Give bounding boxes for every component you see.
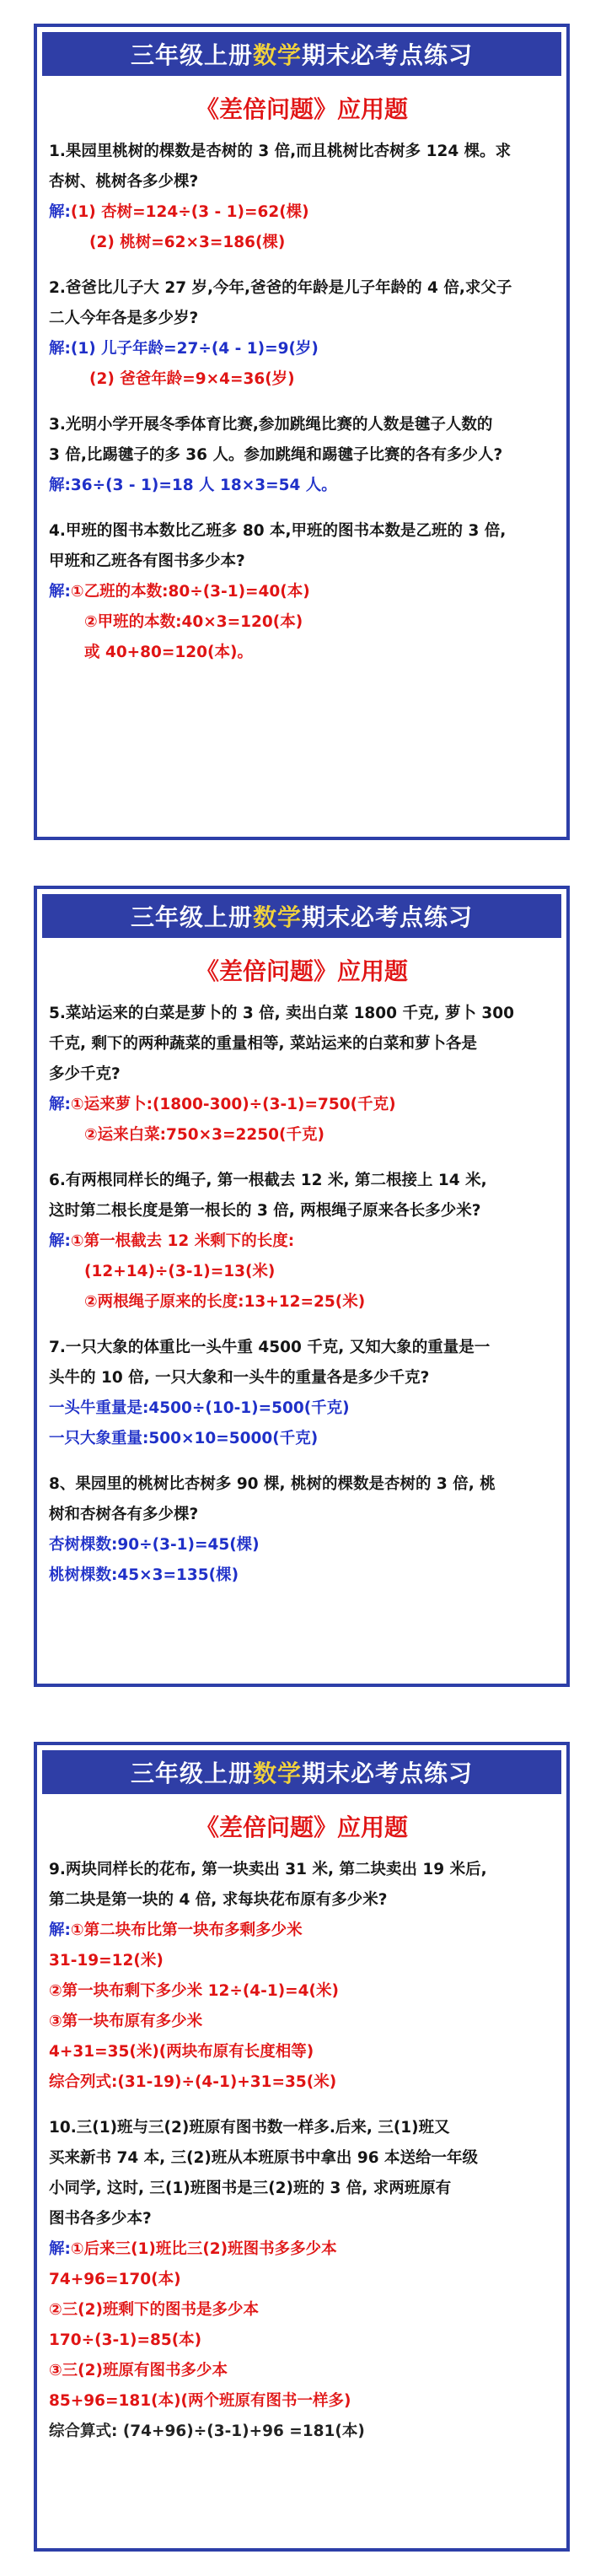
answer-line [49,1257,553,1287]
answer-line [49,1560,553,1591]
banner-grade: 三年级上册 [130,1760,253,1787]
answer-segment: 85+96=181(本)(两个班原有图书一样多) [49,2392,351,2410]
answer-segment: ①第二块布比第一块布多剩多少米 [70,1921,303,1939]
question-line: 3.光明小学开展冬季体育比赛,参加跳绳比赛的人数是毽子人数的 [49,416,493,434]
answer-segment: 解:36÷(3 - 1)=18 人 18×3=54 人。 [49,477,337,494]
question-text [49,410,553,471]
answer-segment: 桃树棵数:45×3=135(棵) [49,1566,239,1584]
banner-subject: 数学 [252,1760,302,1787]
question-line: 多少千克? [49,1065,121,1083]
question-line: 二人今年各是多少岁? [49,310,199,327]
answer-segment: (2) 爸爸年龄=9×4=36(岁) [89,370,295,388]
worksheet-subtitle: 《差倍问题》应用题 [195,957,408,985]
answer-line [49,364,553,395]
answer-segment: 或 40+80=120(本)。 [84,644,253,661]
worksheet-card-2 [34,886,570,1687]
answer-line [49,2356,553,2386]
answer-segment: (1) 杏树=124÷(3 - 1)=62(棵) [70,203,309,221]
answer-segment: ②第一块布剩下多少米 12÷(4-1)=4(米) [49,1982,339,2000]
answer-segment: ①乙班的本数:80÷(3-1)=40(本) [70,583,310,601]
question-line: 9.两块同样长的花布, 第一块卖出 31 米, 第二块卖出 19 米后, [49,1861,487,1878]
question-line: 头牛的 10 倍, 一只大象和一头牛的重量各是多少千克? [49,1369,430,1387]
questions-list [37,137,566,668]
question-line: 4.甲班的图书本数比乙班多 80 本,甲班的图书本数是乙班的 3 倍, [49,522,507,540]
answer-line [49,2417,553,2447]
question-text [49,2113,553,2234]
answer-segment: 一只大象重量:500×10=5000(千克) [49,1430,319,1447]
question-line: 6.有两根同样长的绳子, 第一根截去 12 米, 第二根接上 14 米, [49,1172,487,1189]
answer-line [49,1530,553,1560]
question-line: 2.爸爸比儿子大 27 岁,今年,爸爸的年龄是儿子年龄的 4 倍,求父子 [49,279,512,297]
answer-segment: 31-19=12(米) [49,1952,164,1970]
question-text [49,1166,553,1226]
question-text [49,273,553,334]
worksheet-card-3 [34,1742,570,2552]
answer-line [49,1287,553,1318]
answer-segment: ②甲班的本数:40×3=120(本) [84,613,303,631]
answer-line [49,2295,553,2325]
question-text [49,137,553,197]
answer-line [49,1090,553,1120]
answer-segment: ①后来三(1)班比三(2)班图书多多少本 [70,2240,337,2258]
answer-line [49,1424,553,1454]
questions-list [37,999,566,1591]
questions-list [37,1855,566,2447]
answer-line [49,2265,553,2295]
answer-segment: (2) 桃树=62×3=186(棵) [89,234,286,251]
answer-segment: (12+14)÷(3-1)=13(米) [84,1263,276,1280]
answer-segment: 解: [49,2240,71,2258]
question-line: 图书各多少本? [49,2210,152,2228]
question-line: 杏树、桃树各多少棵? [49,173,199,191]
answer-line [49,1916,553,1946]
answer-segment: 解: [49,1232,71,1250]
answer-line [49,607,553,638]
answer-segment: ③第一块布原有多少米 [49,2013,203,2030]
answer-segment: ①第一根截去 12 米剩下的长度: [70,1232,295,1250]
answer-segment: ①运来萝卜:(1800-300)÷(3-1)=750(千克) [70,1096,396,1113]
answer-line [49,2386,553,2417]
answer-line [49,197,553,228]
question-line: 5.菜站运来的白菜是萝卜的 3 倍, 卖出白菜 1800 千克, 萝卜 300 [49,1005,515,1022]
worksheet-banner [42,32,561,76]
answer-line [49,334,553,364]
answer-segment: 一头牛重量是:4500÷(10-1)=500(千克) [49,1399,350,1417]
answer-segment: ②两根绳子原来的长度:13+12=25(米) [84,1293,366,1311]
banner-title: 期末必考点练习 [302,1760,474,1787]
banner-grade: 三年级上册 [130,41,253,69]
answer-segment: ②三(2)班剩下的图书是多少本 [49,2301,259,2319]
question-line: 第二块是第一块的 4 倍, 求每块花布原有多少米? [49,1891,388,1909]
answer-line [49,2007,553,2037]
question-line: 8、果园里的桃树比杏树多 90 棵, 桃树的棵数是杏树的 3 倍, 桃 [49,1475,496,1493]
answer-segment: ②运来白菜:750×3=2250(千克) [84,1126,324,1144]
question-line: 买来新书 74 本, 三(2)班从本班原书中拿出 96 本送给一年级 [49,2149,479,2167]
question-line: 1.果园里桃树的棵数是杏树的 3 倍,而且桃树比杏树多 124 棵。求 [49,143,512,160]
answer-segment: 综合列式:(31-19)÷(4-1)+31=35(米) [49,2073,337,2091]
banner-subject: 数学 [252,903,302,931]
answer-line [49,1120,553,1151]
banner-title: 期末必考点练习 [302,41,474,69]
answer-segment: 解: [49,1921,71,1939]
worksheet-banner [42,894,561,938]
question-text [49,1333,553,1393]
banner-title: 期末必考点练习 [302,903,474,931]
banner-subject: 数学 [252,41,302,69]
answer-line [49,577,553,607]
answer-segment: 74+96=170(本) [49,2271,181,2288]
answer-segment: 解: [49,203,71,221]
answer-segment: 杏树棵数:90÷(3-1)=45(棵) [49,1536,260,1554]
question-line: 7.一只大象的体重比一头牛重 4500 千克, 又知大象的重量是一 [49,1339,491,1356]
question-line: 甲班和乙班各有图书多少本? [49,552,245,570]
answer-segment: 170÷(3-1)=85(本) [49,2331,202,2349]
answer-line [49,2037,553,2067]
answer-line [49,228,553,258]
question-line: 小同学, 这时, 三(1)班图书是三(2)班的 3 倍, 求两班原有 [49,2180,452,2197]
answer-line [49,2325,553,2356]
question-text [49,516,553,577]
answer-line [49,471,553,501]
answer-segment: ③三(2)班原有图书多少本 [49,2362,228,2379]
answer-line [49,1976,553,2007]
question-line: 千克, 剩下的两种蔬菜的重量相等, 菜站运来的白菜和萝卜各是 [49,1035,477,1053]
answer-line [49,1393,553,1424]
worksheet-card-1 [34,24,570,840]
question-line: 树和杏树各有多少棵? [49,1506,199,1523]
question-text [49,999,553,1090]
answer-line [49,2234,553,2265]
worksheet-banner [42,1750,561,1794]
question-line: 这时第二根长度是第一根长的 3 倍, 两根绳子原来各长多少米? [49,1202,481,1220]
question-line: 10.三(1)班与三(2)班原有图书数一样多.后来, 三(1)班又 [49,2119,450,2137]
question-text [49,1469,553,1530]
answer-segment: 解: [49,583,71,601]
answer-line [49,2067,553,2098]
answer-line [49,1946,553,1976]
banner-grade: 三年级上册 [130,903,253,931]
answer-segment: 4+31=35(米)(两块布原有长度相等) [49,2043,314,2061]
worksheet-subtitle: 《差倍问题》应用题 [195,1813,408,1841]
answer-line [49,1226,553,1257]
answer-line [49,638,553,668]
answer-segment: 解: [49,1096,71,1113]
question-text [49,1855,553,1916]
answer-segment: 解:(1) 儿子年龄=27÷(4 - 1)=9(岁) [49,340,319,358]
question-line: 3 倍,比踢毽子的多 36 人。参加跳绳和踢毽子比赛的各有多少人? [49,446,503,464]
answer-segment: 综合算式: (74+96)÷(3-1)+96 =181(本) [49,2422,365,2440]
worksheet-subtitle: 《差倍问题》应用题 [195,95,408,123]
